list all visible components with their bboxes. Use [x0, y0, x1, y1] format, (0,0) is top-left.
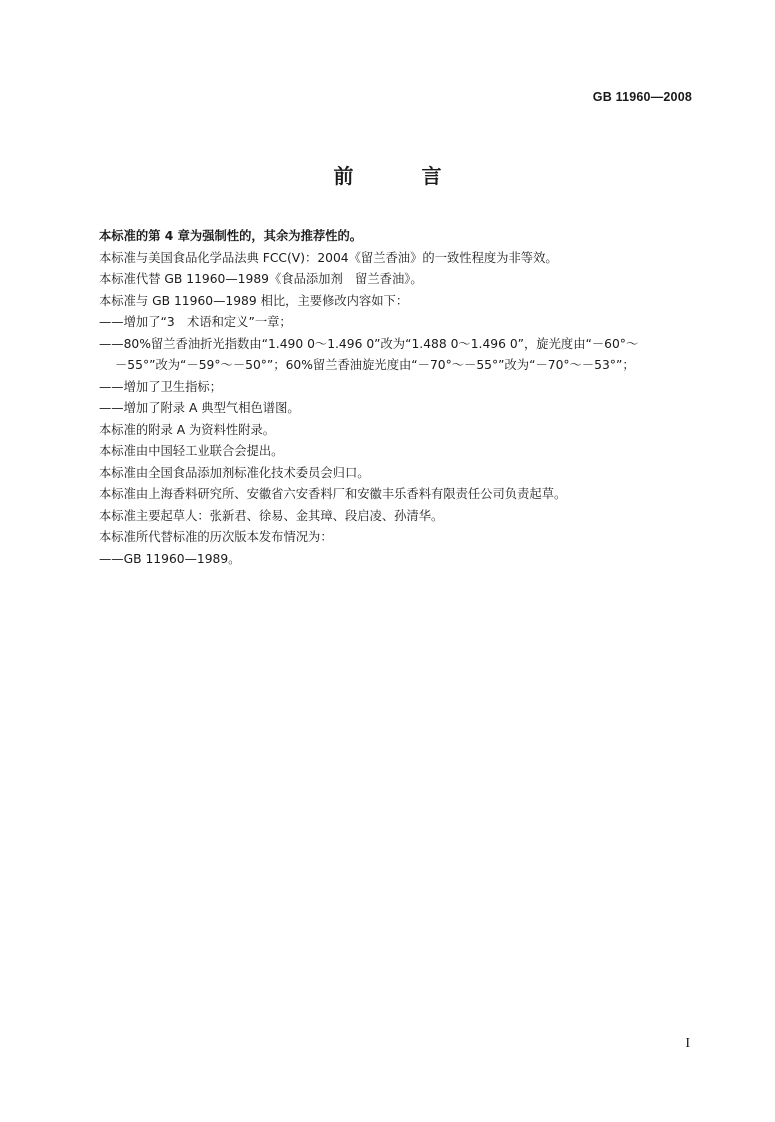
- paragraph-replaces: 本标准代替 GB 11960—1989《食品添加剂 留兰香油》。: [99, 272, 423, 286]
- paragraph-previous-editions: 本标准所代替标准的历次版本发布情况为：: [99, 530, 333, 544]
- foreword-body: [99, 226, 699, 570]
- list-item-previous-edition: ——GB 11960—1989。: [99, 551, 241, 566]
- paragraph-changes-intro: 本标准与 GB 11960—1989 相比，主要修改内容如下：: [99, 293, 409, 308]
- paragraph-drafters: 本标准主要起草人：张新君、徐易、金其璋、段启凌、孙清华。: [99, 508, 444, 523]
- list-item-terms-chapter: ——增加了“3 术语和定义”一章；: [99, 315, 292, 329]
- page-title: 前 言: [333, 164, 466, 188]
- paragraph-proposed-by: 本标准由中国轻工业联合会提出。: [99, 444, 284, 458]
- list-item-refractive-index-continued: －55°”改为“－59°～－50°”；60%留兰香油旋光度由“－70°～－55°”改为“－70°～－53°”；: [115, 358, 635, 372]
- paragraph-mandatory-chapter: 本标准的第 4 章为强制性的，其余为推荐性的。: [99, 229, 363, 243]
- paragraph-annex: 本标准的附录 A 为资料性附录。: [99, 422, 276, 437]
- list-item-hygiene-indicators: ——增加了卫生指标；: [99, 379, 222, 394]
- list-item-refractive-index: ——80%留兰香油折光指数由“1.490 0～1.496 0”改为“1.488 0～1.496 0”，旋光度由“－60°～: [99, 336, 639, 351]
- paragraph-consistency: 本标准与美国食品化学品法典 FCC(Ⅴ)：2004《留兰香油》的一致性程度为非等效。: [99, 250, 558, 265]
- list-item-chromatogram: ——增加了附录 A 典型气相色谱图。: [99, 401, 300, 415]
- page-number: I: [685, 1036, 690, 1051]
- paragraph-under-jurisdiction: 本标准由全国食品添加剂标准化技术委员会归口。: [99, 465, 370, 480]
- standard-code: GB 11960—2008: [592, 90, 692, 104]
- paragraph-drafted-by: 本标准由上海香料研究所、安徽省六安香料厂和安徽丰乐香料有限责任公司负责起草。: [99, 487, 567, 501]
